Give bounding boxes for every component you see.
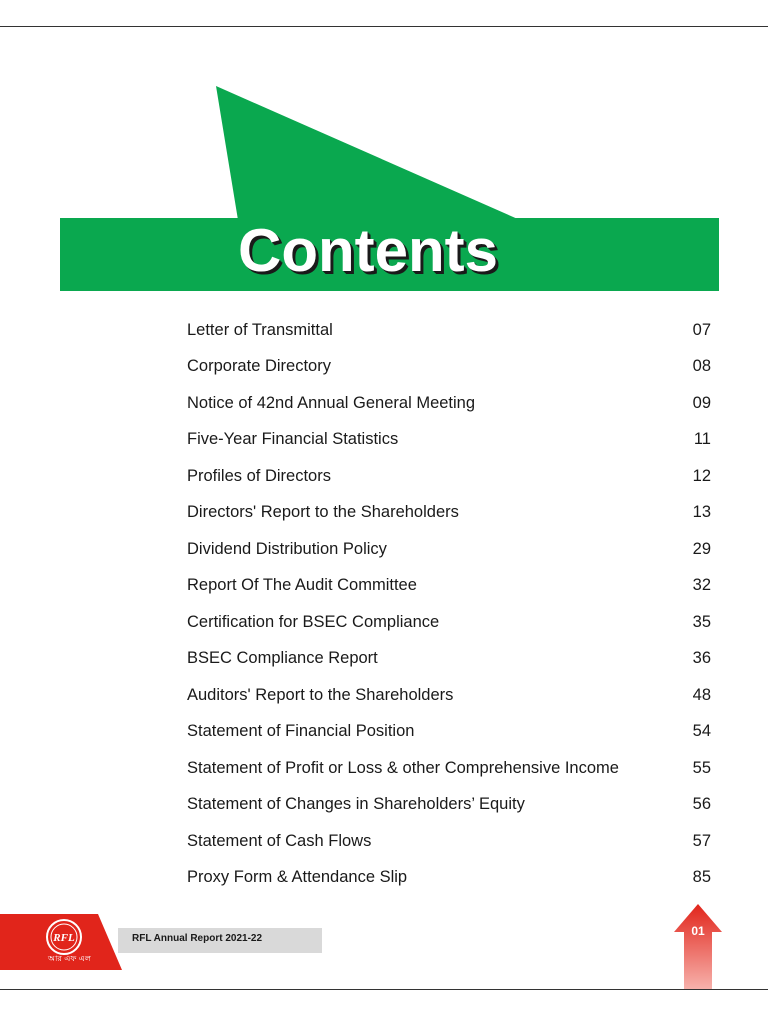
toc-entry-page: 36 <box>692 649 711 668</box>
toc-row[interactable] <box>187 823 711 860</box>
toc-row[interactable] <box>187 677 711 714</box>
toc-row[interactable] <box>187 385 711 422</box>
page-arrow-icon <box>674 904 722 990</box>
toc-row[interactable] <box>187 568 711 605</box>
bottom-rule <box>0 989 768 990</box>
toc-entry-page: 08 <box>692 357 711 376</box>
toc-entry-page: 55 <box>692 758 711 777</box>
page-title: Contents <box>238 217 498 284</box>
toc-row[interactable] <box>187 422 711 459</box>
toc-entry-title: Five-Year Financial Statistics <box>187 430 399 449</box>
toc-row[interactable] <box>187 531 711 568</box>
toc-entry-page: 35 <box>692 612 711 631</box>
toc-row[interactable] <box>187 641 711 678</box>
toc-entry-page: 85 <box>692 868 711 887</box>
toc-entry-page: 32 <box>692 576 711 595</box>
toc-entry-page: 09 <box>692 393 711 412</box>
toc-row[interactable] <box>187 458 711 495</box>
toc-row[interactable] <box>187 604 711 641</box>
toc-entry-page: 13 <box>692 503 711 522</box>
report-label: RFL Annual Report 2021-22 <box>132 933 263 944</box>
toc-entry-title: Auditors' Report to the Shareholders <box>187 685 454 704</box>
toc-entry-title: Statement of Changes in Shareholders’ Equity <box>187 795 525 814</box>
toc-row[interactable] <box>187 349 711 386</box>
toc-entry-title: Certification for BSEC Compliance <box>187 612 440 631</box>
toc-row[interactable] <box>187 787 711 824</box>
toc-entry-title: BSEC Compliance Report <box>187 649 378 668</box>
toc-entry-title: Corporate Directory <box>187 357 331 376</box>
toc-entry-page: 56 <box>692 795 711 814</box>
toc-entry-title: Letter of Transmittal <box>187 320 333 339</box>
toc-entry-page: 48 <box>692 685 711 704</box>
toc-row[interactable] <box>187 312 711 349</box>
toc-entry-page: 57 <box>692 831 711 850</box>
toc-entry-title: Dividend Distribution Policy <box>187 539 387 558</box>
toc-entry-page: 11 <box>693 430 711 449</box>
toc-entry-title: Statement of Cash Flows <box>187 831 372 850</box>
toc-entry-title: Statement of Financial Position <box>187 722 415 741</box>
toc-entry-page: 29 <box>692 539 711 558</box>
toc-entry-page: 12 <box>692 466 711 485</box>
toc-entry-title: Statement of Profit or Loss & other Comprehensive Income <box>187 758 619 777</box>
toc-entry-title: Notice of 42nd Annual General Meeting <box>187 393 476 412</box>
page-number: 01 <box>691 924 705 938</box>
green-triangle <box>216 86 520 220</box>
toc-entry-title: Profiles of Directors <box>187 466 331 485</box>
toc-row[interactable] <box>187 860 711 897</box>
toc-entry-title: Directors' Report to the Shareholders <box>187 503 459 522</box>
toc-entry-title: Report Of The Audit Committee <box>187 576 417 595</box>
toc-row[interactable] <box>187 495 711 532</box>
logo-mark: RFL <box>53 932 75 944</box>
toc-entry-page: 07 <box>692 320 711 339</box>
toc-entry-page: 54 <box>692 722 711 741</box>
toc-entry-title: Proxy Form & Attendance Slip <box>187 868 408 887</box>
toc-row[interactable] <box>187 714 711 751</box>
logo-bangla-text: আর এফ এল <box>48 954 91 963</box>
toc-row[interactable] <box>187 750 711 787</box>
table-of-contents <box>187 312 711 896</box>
